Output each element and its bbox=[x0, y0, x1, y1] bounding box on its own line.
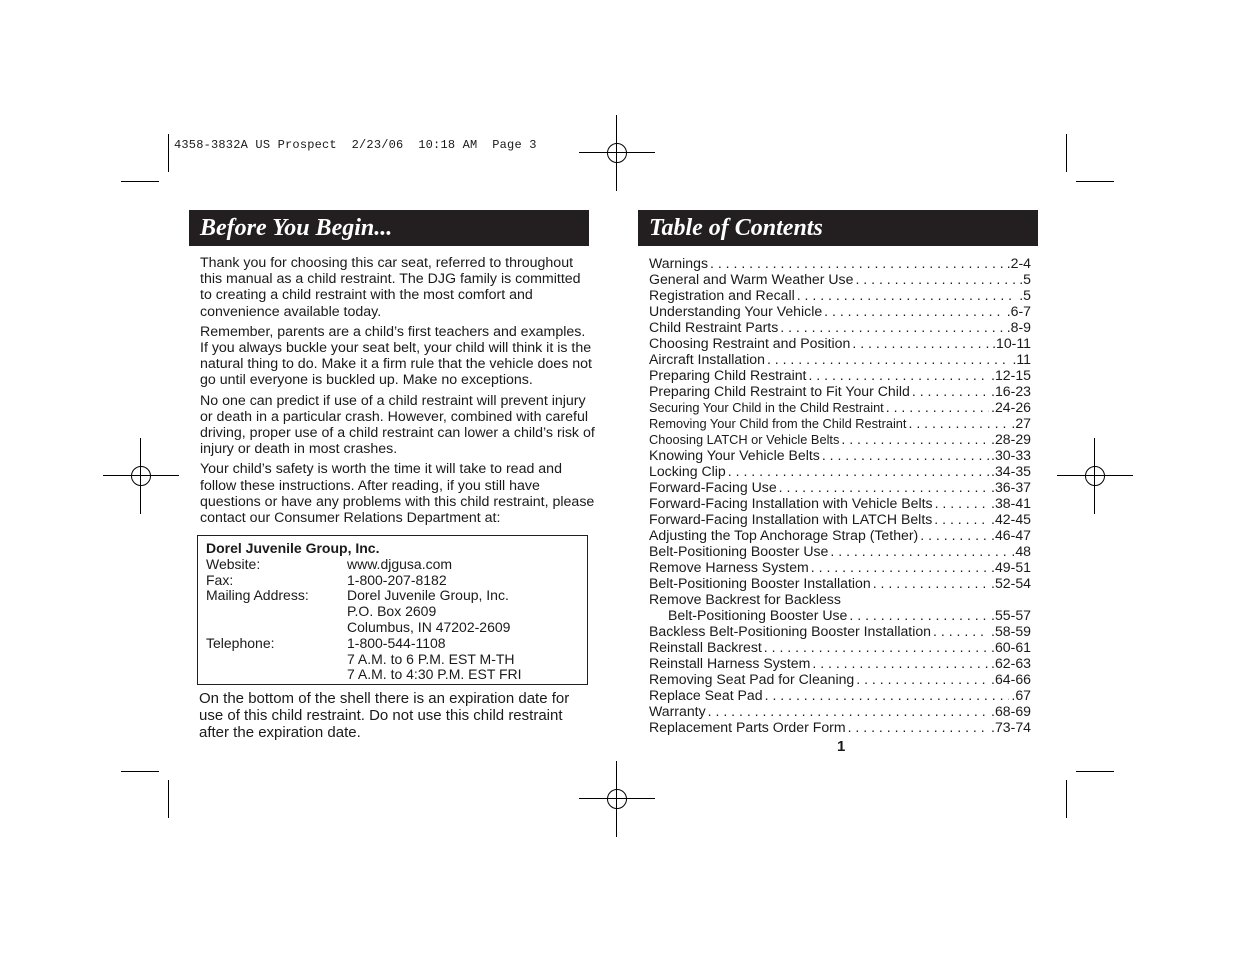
toc-entry bbox=[649, 271, 1031, 287]
telephone-line: 7 A.M. to 6 P.M. EST M-TH bbox=[347, 650, 515, 667]
toc-entry-page: .73-74 bbox=[991, 719, 1031, 735]
toc-dot-leader bbox=[856, 671, 989, 687]
toc-entry-title: Forward-Facing Installation with Vehicle Belts bbox=[649, 495, 933, 511]
toc-entry-page: .6-7 bbox=[1006, 303, 1031, 319]
toc-entry bbox=[649, 671, 1031, 687]
toc-entry bbox=[649, 623, 1031, 639]
crop-mark-bottom-right-v bbox=[1066, 780, 1067, 818]
toc-dot-leader bbox=[920, 527, 989, 543]
toc-dot-leader bbox=[767, 351, 1011, 367]
toc-entry-title: Child Restraint Parts bbox=[649, 319, 779, 335]
toc-entry bbox=[649, 287, 1031, 303]
print-slug: 4358-3832A US Prospect 2/23/06 10:18 AM Page 3 bbox=[174, 138, 537, 152]
toc-entry bbox=[649, 447, 1031, 463]
contact-org-name: Dorel Juvenile Group, Inc. bbox=[206, 540, 380, 556]
before-you-begin-heading: Before You Begin... bbox=[189, 210, 589, 246]
toc-entry-page: .34-35 bbox=[991, 463, 1031, 479]
crop-mark-top-right-h bbox=[1076, 181, 1114, 182]
toc-dot-leader bbox=[873, 575, 989, 591]
toc-entry bbox=[649, 367, 1031, 383]
toc-dot-leader bbox=[933, 623, 989, 639]
toc-dot-leader bbox=[934, 511, 989, 527]
toc-entry-page: .46-47 bbox=[991, 527, 1031, 543]
toc-entry-page: .5 bbox=[1019, 271, 1031, 287]
toc-entry bbox=[649, 543, 1031, 559]
registration-mark-left bbox=[103, 438, 179, 514]
toc-entry-title: Forward-Facing Use bbox=[649, 479, 777, 495]
toc-entry-title: Belt-Positioning Booster Installation bbox=[649, 575, 871, 591]
toc-entry-page: .67 bbox=[1011, 687, 1031, 703]
toc-entry bbox=[649, 527, 1031, 543]
toc-dot-leader bbox=[822, 447, 989, 463]
toc-entry-page: .55-57 bbox=[991, 607, 1031, 623]
toc-entry-page: .52-54 bbox=[991, 575, 1031, 591]
contact-label: Website: bbox=[206, 555, 261, 572]
toc-entry bbox=[649, 431, 1031, 447]
toc-entry-title: Registration and Recall bbox=[649, 287, 795, 303]
contact-label: Fax: bbox=[206, 571, 234, 588]
toc-dot-leader bbox=[779, 479, 989, 495]
toc-entry-page: .10-11 bbox=[992, 335, 1031, 351]
toc-entry-title: Remove Harness System bbox=[649, 559, 809, 575]
toc-dot-leader bbox=[797, 287, 1018, 303]
intro-paragraph: No one can predict if use of a child restraint will prevent injury or death in a particular crash. However, combined with careful driving, proper use of a child restraint can lower a child’s risk of injury or death in most crashes. bbox=[200, 392, 595, 458]
crop-mark-top-right-v bbox=[1066, 134, 1067, 172]
toc-entry-title: Reinstall Harness System bbox=[649, 655, 811, 671]
contact-mailing-address bbox=[347, 588, 579, 635]
toc-entry bbox=[649, 351, 1031, 367]
toc-entry-page: .28-29 bbox=[991, 431, 1031, 447]
crop-mark-bottom-left-h bbox=[121, 771, 159, 772]
toc-entry-title: Warranty bbox=[649, 703, 706, 719]
toc-entry bbox=[649, 575, 1031, 591]
table-of-contents-heading: Table of Contents bbox=[638, 210, 1038, 246]
toc-entry-page: .16-23 bbox=[991, 383, 1031, 399]
toc-dot-leader bbox=[824, 303, 1005, 319]
contact-box bbox=[197, 535, 588, 685]
intro-paragraph: Your child’s safety is worth the time it will take to read and follow these instructions. After reading, if you still have questions or have any problems with this child restraint, please contact our Consumer Relations Department at: bbox=[200, 461, 595, 527]
registration-mark-top bbox=[579, 115, 655, 191]
toc-entry-title: Locking Clip bbox=[649, 463, 726, 479]
toc-entry bbox=[649, 607, 1031, 623]
contact-row-mailing bbox=[206, 588, 579, 635]
toc-entry bbox=[649, 703, 1031, 719]
toc-dot-leader bbox=[841, 431, 989, 447]
toc-dot-leader bbox=[935, 495, 989, 511]
page-number: 1 bbox=[837, 738, 846, 755]
toc-entry-page: .24-26 bbox=[991, 399, 1031, 415]
toc-dot-leader bbox=[780, 319, 1004, 335]
telephone-line: 7 A.M. to 4:30 P.M. EST FRI bbox=[347, 666, 522, 683]
toc-entry bbox=[649, 591, 1031, 607]
toc-entry bbox=[649, 495, 1031, 511]
toc-entry-page: .68-69 bbox=[991, 703, 1031, 719]
registration-mark-right bbox=[1057, 438, 1133, 514]
toc-entry-title: Replace Seat Pad bbox=[649, 687, 763, 703]
toc-entry bbox=[649, 319, 1031, 335]
address-line: Dorel Juvenile Group, Inc. bbox=[347, 587, 509, 604]
toc-entry-title: Replacement Parts Order Form bbox=[649, 719, 846, 735]
toc-entry-title: Reinstall Backrest bbox=[649, 639, 762, 655]
address-line: P.O. Box 2609 bbox=[347, 603, 437, 620]
intro-text bbox=[200, 255, 595, 530]
toc-entry-title: Choosing Restraint and Position bbox=[649, 335, 851, 351]
toc-entry-title: Choosing LATCH or Vehicle Belts bbox=[649, 432, 840, 447]
toc-entry bbox=[649, 415, 1031, 431]
toc-entry-title: Removing Seat Pad for Cleaning bbox=[649, 671, 855, 687]
toc-entry bbox=[649, 383, 1031, 399]
toc-entry bbox=[649, 687, 1031, 703]
toc-dot-leader bbox=[728, 463, 989, 479]
toc-entry-title: Forward-Facing Installation with LATCH Belts bbox=[649, 511, 933, 527]
toc-entry-title: Knowing Your Vehicle Belts bbox=[649, 447, 820, 463]
expiration-note: On the bottom of the shell there is an expiration date for use of this child restraint. Do not use this child restraint after the expiration date. bbox=[199, 690, 570, 741]
crop-mark-bottom-left-v bbox=[168, 780, 169, 818]
crop-mark-top-left-v bbox=[168, 134, 169, 172]
toc-dot-leader bbox=[764, 639, 989, 655]
toc-entry-title: Adjusting the Top Anchorage Strap (Tether) bbox=[649, 527, 919, 543]
contact-row-website bbox=[206, 557, 579, 573]
toc-dot-leader bbox=[765, 687, 1010, 703]
telephone-line: 1-800-544-1108 bbox=[347, 634, 446, 651]
toc-entry bbox=[649, 639, 1031, 655]
toc-entry bbox=[649, 335, 1031, 351]
contact-row-telephone bbox=[206, 636, 579, 683]
toc-dot-leader bbox=[912, 383, 989, 399]
toc-entry-title: Backless Belt-Positioning Booster Installation bbox=[649, 623, 932, 639]
toc-entry bbox=[649, 399, 1031, 415]
toc-entry-page: .58-59 bbox=[991, 623, 1031, 639]
crop-mark-bottom-right-h bbox=[1076, 771, 1114, 772]
toc-dot-leader bbox=[849, 607, 989, 623]
toc-entry-title: Remove Backrest for Backless bbox=[649, 591, 841, 607]
toc-entry-title: Preparing Child Restraint bbox=[649, 367, 807, 383]
toc-entry-title: Understanding Your Vehicle bbox=[649, 303, 823, 319]
toc-entry-page: .12-15 bbox=[991, 367, 1031, 383]
toc-dot-leader bbox=[708, 703, 989, 719]
contact-label: Mailing Address: bbox=[206, 587, 309, 604]
toc-dot-leader bbox=[852, 335, 990, 351]
toc-dot-leader bbox=[908, 415, 1009, 431]
contact-label: Telephone: bbox=[206, 634, 275, 651]
crop-mark-top-left-h bbox=[121, 181, 159, 182]
toc-entry bbox=[649, 655, 1031, 671]
toc-entry-title: Removing Your Child from the Child Restraint bbox=[649, 416, 907, 431]
toc-entry-title: Belt-Positioning Booster Use bbox=[668, 607, 848, 623]
toc-entry-title: General and Warm Weather Use bbox=[649, 271, 854, 287]
toc-dot-leader bbox=[830, 543, 1009, 559]
toc-entry-title: Preparing Child Restraint to Fit Your Child bbox=[649, 383, 910, 399]
toc-entry-page: .11 bbox=[1012, 351, 1031, 367]
toc-entry bbox=[649, 255, 1031, 271]
toc-entry-page: .2-4 bbox=[1006, 255, 1031, 271]
toc-entry-page: .49-51 bbox=[991, 559, 1031, 575]
toc-dot-leader bbox=[855, 271, 1017, 287]
registration-mark-bottom bbox=[579, 761, 655, 837]
toc-entry-page: .60-61 bbox=[991, 639, 1031, 655]
toc-entry-page: .36-37 bbox=[991, 479, 1031, 495]
toc-entry-page: .62-63 bbox=[991, 655, 1031, 671]
toc-entry-title: Warnings bbox=[649, 255, 709, 271]
intro-paragraph: Thank you for choosing this car seat, referred to throughout this manual as a child restraint. The DJG family is committed to creating a child restraint with the most comfort and convenience available today. bbox=[200, 255, 581, 320]
toc-entry bbox=[649, 719, 1031, 735]
toc-dot-leader bbox=[710, 255, 1005, 271]
toc-entry-page: .5 bbox=[1019, 287, 1031, 303]
toc-entry-title: Aircraft Installation bbox=[649, 351, 765, 367]
toc-dot-leader bbox=[808, 367, 989, 383]
toc-entry-title: Belt-Positioning Booster Use bbox=[649, 543, 829, 559]
toc-entry-title: Securing Your Child in the Child Restraint bbox=[649, 400, 884, 415]
toc-entry-page: .8-9 bbox=[1006, 319, 1031, 335]
toc-entry bbox=[649, 479, 1031, 495]
toc-entry-page: .30-33 bbox=[991, 447, 1031, 463]
toc-entry bbox=[649, 463, 1031, 479]
toc-entry bbox=[649, 559, 1031, 575]
contact-telephone bbox=[347, 636, 579, 683]
contact-row-fax bbox=[206, 573, 579, 589]
toc-entry bbox=[649, 511, 1031, 527]
toc-entry-page: .42-45 bbox=[991, 511, 1031, 527]
toc-entry-page: .27 bbox=[1011, 415, 1031, 431]
toc-entry-page: .48 bbox=[1011, 543, 1031, 559]
toc-dot-leader bbox=[812, 655, 989, 671]
toc-entry-page: .38-41 bbox=[991, 495, 1031, 511]
toc-dot-leader bbox=[848, 719, 989, 735]
toc-dot-leader bbox=[811, 559, 989, 575]
toc-list bbox=[649, 255, 1031, 735]
intro-paragraph: Remember, parents are a child’s first teachers and examples. If you always buckle your seat belt, your child will think it is the natural thing to do. Make it a firm rule that the vehicle does not go until everyone is buckled up. Make no exceptions. bbox=[200, 323, 592, 389]
address-line: Columbus, IN 47202-2609 bbox=[347, 618, 511, 635]
toc-entry bbox=[649, 303, 1031, 319]
contact-fax: 1-800-207-8182 bbox=[347, 571, 447, 588]
contact-website: www.djgusa.com bbox=[347, 555, 453, 572]
toc-dot-leader bbox=[886, 399, 989, 415]
toc-entry-page: .64-66 bbox=[991, 671, 1031, 687]
